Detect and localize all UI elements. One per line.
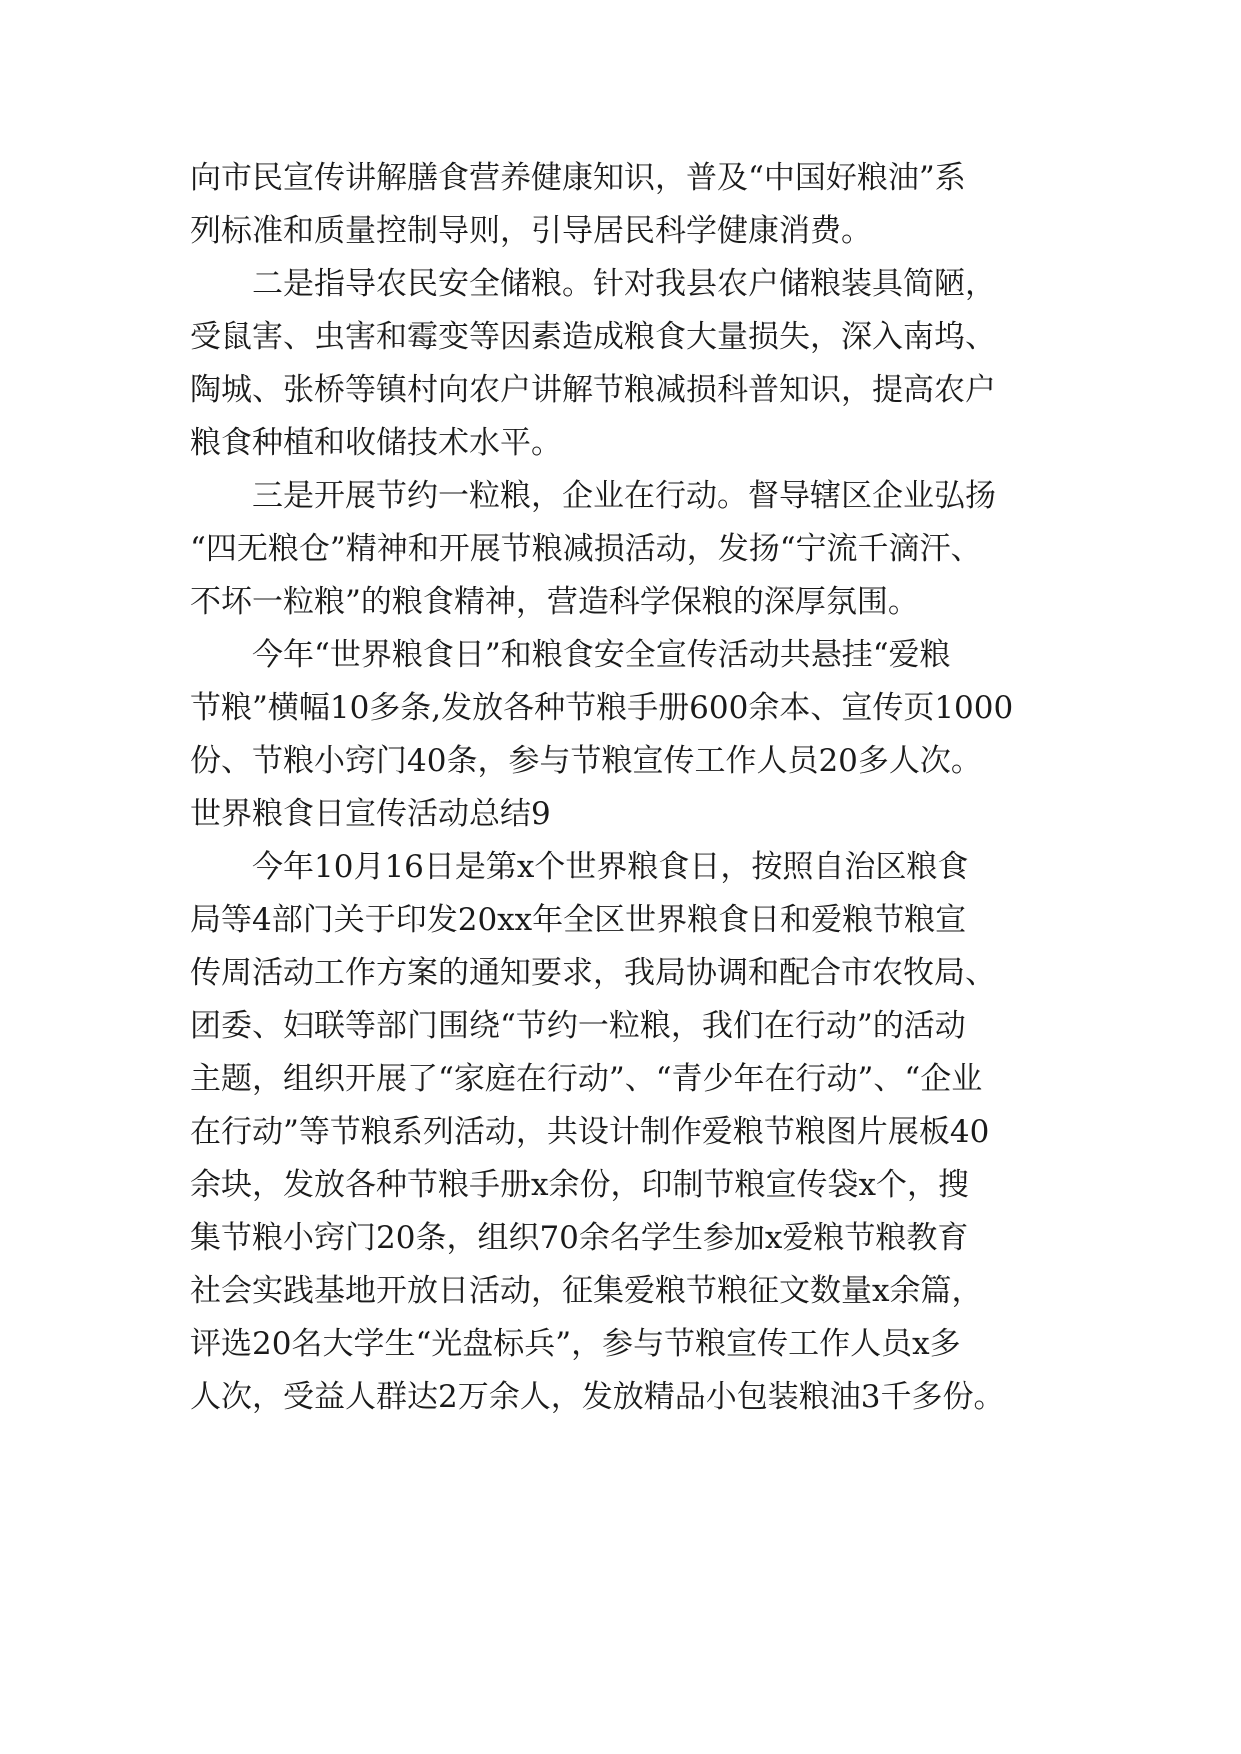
text-line: 节粮”横幅10多条,发放各种节粮手册600余本、宣传页1000 (190, 690, 1014, 726)
text-line: 陶城、张桥等镇村向农户讲解节粮减损科普知识，提高农户 (190, 372, 996, 408)
text-line: 份、节粮小窍门40条，参与节粮宣传工作人员20多人次。 (190, 743, 982, 779)
text-line: 局等4部门关于印发20xx年全区世界粮食日和爱粮节粮宣 (190, 902, 967, 938)
text-line: 在行动”等节粮系列活动，共设计制作爱粮节粮图片展板40 (190, 1114, 990, 1150)
text-line: 受鼠害、虫害和霉变等因素造成粮食大量损失，深入南坞、 (190, 319, 996, 355)
text-line: 不坏一粒粮”的粮食精神，营造科学保粮的深厚氛围。 (190, 584, 919, 620)
text-line: 二是指导农民安全储粮。针对我县农户储粮装具简陋， (252, 266, 996, 302)
text-line: 余块，发放各种节粮手册x余份，印制节粮宣传袋x个，搜 (190, 1167, 969, 1203)
text-line: 社会实践基地开放日活动，征集爱粮节粮征文数量x余篇， (190, 1273, 983, 1309)
text-line: 列标准和质量控制导则，引导居民科学健康消费。 (190, 213, 872, 249)
text-line: 人次，受益人群达2万余人，发放精品小包装粮油3千多份。 (190, 1379, 1005, 1415)
text-line: 今年10月16日是第x个世界粮食日，按照自治区粮食 (252, 849, 969, 885)
text-line: 三是开展节约一粒粮，企业在行动。督导辖区企业弘扬 (252, 478, 996, 514)
section-heading: 世界粮食日宣传活动总结9 (190, 796, 551, 832)
text-line: 团委、妇联等部门围绕“节约一粒粮，我们在行动”的活动 (190, 1008, 966, 1044)
text-line: 传周活动工作方案的通知要求，我局协调和配合市农牧局、 (190, 955, 996, 991)
text-line: “四无粮仓”精神和开展节粮减损活动，发扬“宁流千滴汗、 (190, 531, 982, 567)
text-line: 粮食种植和收储技术水平。 (190, 425, 562, 461)
text-line: 今年“世界粮食日”和粮食安全宣传活动共悬挂“爱粮 (252, 637, 951, 673)
text-line: 评选20名大学生“光盘标兵”，参与节粮宣传工作人员x多 (190, 1326, 961, 1362)
text-line: 向市民宣传讲解膳食营养健康知识，普及“中国好粮油”系 (190, 160, 966, 196)
text-line: 集节粮小窍门20条，组织70余名学生参加x爱粮节粮教育 (190, 1220, 969, 1256)
text-line: 主题，组织开展了“家庭在行动”、“青少年在行动”、“企业 (190, 1061, 983, 1097)
